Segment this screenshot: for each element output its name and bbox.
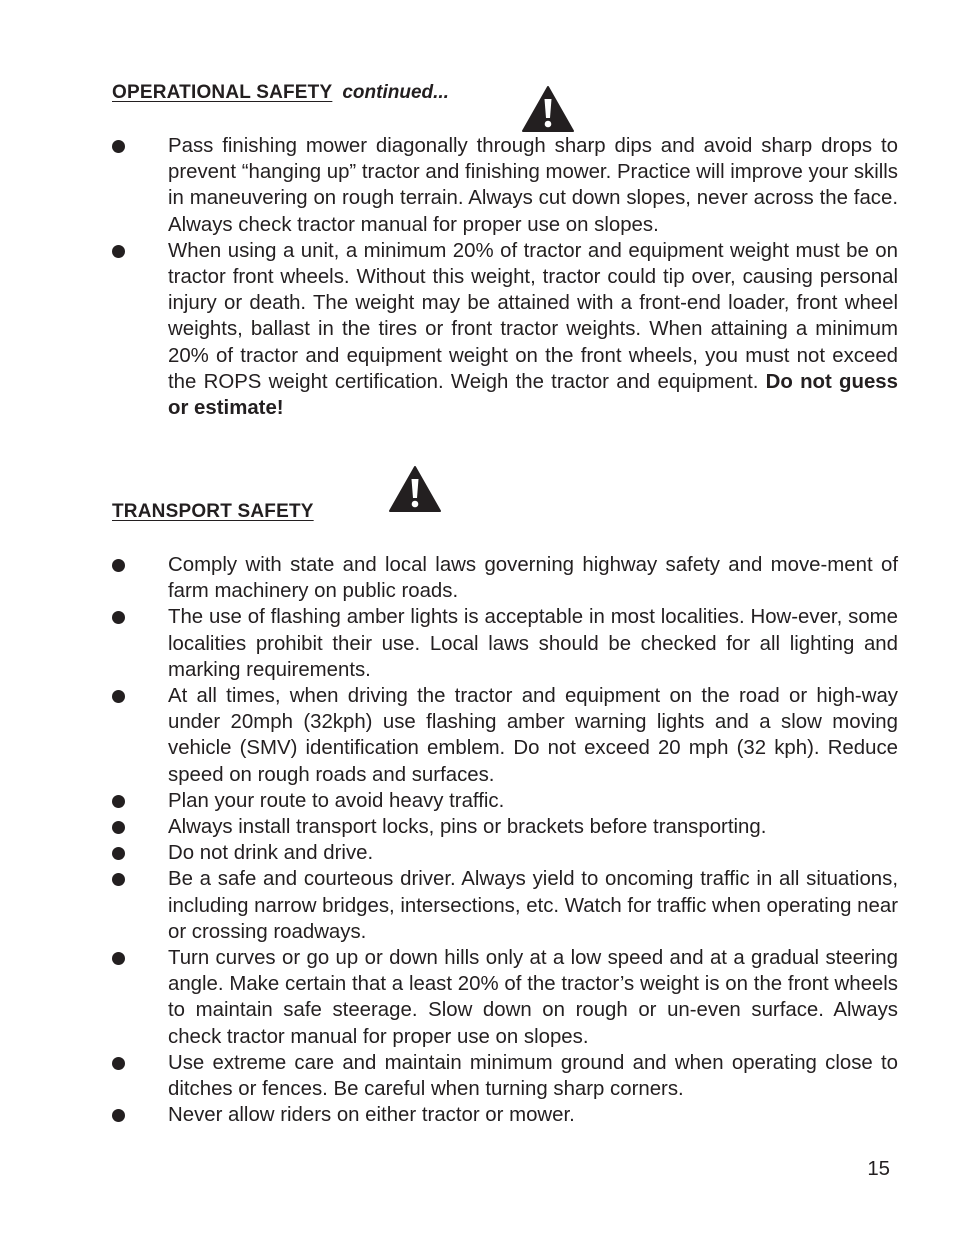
bullet-dot <box>112 690 125 703</box>
list-item <box>112 814 898 840</box>
operational-safety-title: OPERATIONAL SAFETY <box>112 82 333 103</box>
list-item-text: Always install transport locks, pins or brackets before transporting. <box>168 816 767 839</box>
bullet-dot <box>112 847 125 860</box>
bullet-dot <box>112 952 125 965</box>
list-item <box>112 683 898 788</box>
transport-safety-list <box>112 552 898 1128</box>
list-item <box>112 945 898 1050</box>
list-item-text: When using a unit, a minimum 20% of tractor and equipment weight must be on tractor front wheels. Without this weight, tractor could tip over, causing personal injury or death. The weight may be attained with a front-end loader, front wheel weights, ballast in the tires or front tractor weights. When attaining a minimum 20% of tractor and equipment weight on the front wheels, you must not exceed the ROPS weight certification. Weigh the tractor and equipment. <box>168 239 898 393</box>
list-item <box>112 604 898 683</box>
bullet-dot <box>112 611 125 624</box>
transport-safety-title: TRANSPORT SAFETY <box>112 501 314 522</box>
list-item <box>112 1050 898 1102</box>
list-item <box>112 133 898 238</box>
page-number: 15 <box>867 1158 890 1180</box>
operational-safety-heading <box>112 82 449 104</box>
list-item-text: Comply with state and local laws governing highway safety and move-ment of farm machinery on public roads. <box>168 554 898 603</box>
list-item <box>112 840 898 866</box>
list-item <box>112 238 898 421</box>
bullet-dot <box>112 559 125 572</box>
transport-safety-heading <box>112 501 314 523</box>
bullet-dot <box>112 1057 125 1070</box>
list-item-text: Be a safe and courteous driver. Always yield to oncoming traffic in all situations, including narrow bridges, intersections, etc. Watch for traffic when operating near or crossing roadways. <box>168 868 898 943</box>
bullet-dot <box>112 873 125 886</box>
operational-safety-list <box>112 133 898 421</box>
bullet-dot <box>112 1109 125 1122</box>
bullet-dot <box>112 795 125 808</box>
list-item <box>112 788 898 814</box>
list-item-text: Turn curves or go up or down hills only at a low speed and at a gradual steering angle. Make certain that a least 20% of the tractor’s weight is on the front wheels to maintain safe steerage. Slow down on rough or un-even surface. Always check tractor manual for proper use on slopes. <box>168 947 898 1048</box>
warning-triangle-icon <box>388 465 442 513</box>
list-item-text: The use of flashing amber lights is acceptable in most localities. How-ever, some localities prohibit their use. Local laws should be checked for all lighting and marking requirements. <box>168 606 898 681</box>
list-item-text: Never allow riders on either tractor or mower. <box>168 1104 575 1127</box>
bullet-dot <box>112 821 125 834</box>
list-item <box>112 1102 898 1128</box>
bullet-dot <box>112 140 125 153</box>
list-item-text: Pass finishing mower diagonally through sharp dips and avoid sharp drops to prevent “hanging up” tractor and finishing mower. Practice will improve your skills in maneuvering on rough terrain. Always cut down slopes, never across the face. Always check tractor manual for proper use on slopes. <box>168 135 898 236</box>
list-item-text: Plan your route to avoid heavy traffic. <box>168 789 505 812</box>
list-item-text: Use extreme care and maintain minimum ground and when operating close to ditches or fences. Be careful when turning sharp corners. <box>168 1051 898 1101</box>
do-not-guess-emphasis: Do not guess or estimate! <box>168 370 898 420</box>
warning-triangle-icon <box>521 85 575 133</box>
continued-label: continued... <box>342 82 449 103</box>
list-item-text: Do not drink and drive. <box>168 842 374 865</box>
bullet-dot <box>112 245 125 258</box>
list-item <box>112 552 898 604</box>
list-item <box>112 866 898 945</box>
list-item-text: At all times, when driving the tractor and equipment on the road or high-way under 20mph (32kph) use flashing amber warning lights and a slow moving vehicle (SMV) identification emblem. Do not exceed 20 mph (32 kph). Reduce speed on rough roads and surfaces. <box>168 685 898 786</box>
